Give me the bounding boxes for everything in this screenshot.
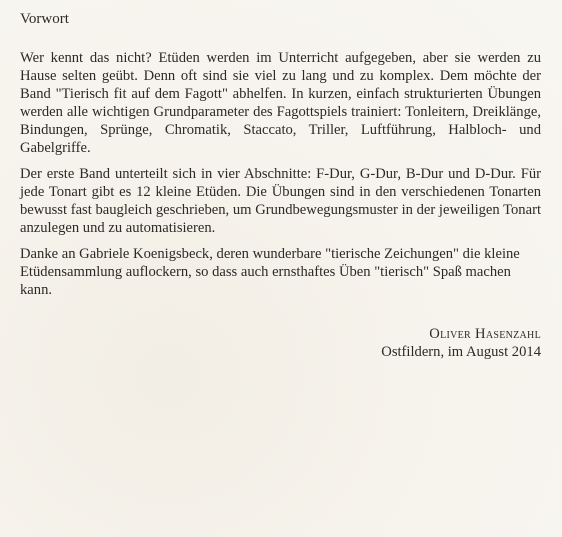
place-date: Ostfildern, im August 2014 — [381, 344, 541, 360]
author-name: Oliver Hasenzahl — [429, 326, 541, 342]
page-title: Vorwort — [20, 11, 69, 27]
paragraph-thanks: Danke an Gabriele Koenigsbeck, deren wunderbare "tierische Zeichungen" die kleine Etüdensammlung auflockern, so dass auch ernsthaftes Üben "tierisch" Spaß machen kann. — [20, 246, 520, 298]
signature-block — [381, 325, 541, 361]
paragraph-intro: Wer kennt das nicht? Etüden werden im Unterricht aufgegeben, aber sie werden zu Hause selten geübt. Denn oft sind sie viel zu lang und zu komplex. Dem möchte der Band "Tierisch fit auf dem Fagott" abhelfen. In kurzen, einfach strukturierten Übungen werden alle wichtigen Grundparameter des Fagottspiels trainiert: Tonleitern, Dreiklänge, Bindungen, Sprünge, Chromatik, Staccato, Triller, Luftführung, Halbloch- und Gabelgriffe. — [20, 50, 541, 156]
paragraph-structure: Der erste Band unterteilt sich in vier Abschnitte: F-Dur, G-Dur, B-Dur und D-Dur. Für jede Tonart gibt es 12 kleine Etüden. Die Übungen sind in den verschiedenen Tonarten bewusst fast baugleich geschrieben, um Grundbewegungsmuster in der jeweiligen Tonart anzulegen und zu automatisieren. — [20, 166, 541, 236]
body-text — [20, 49, 541, 307]
